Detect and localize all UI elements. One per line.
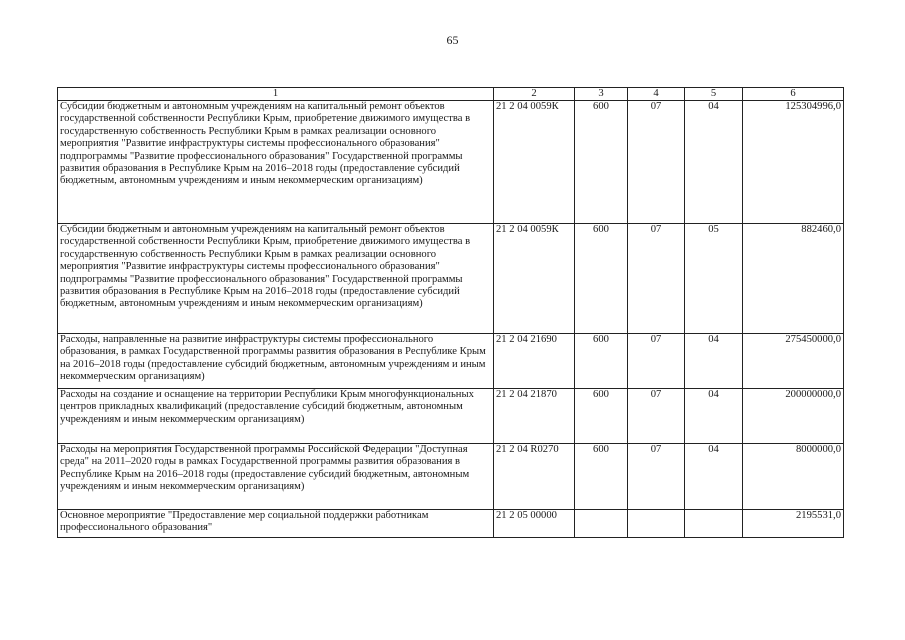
section-code: 07 (628, 389, 685, 444)
expense-name: Расходы на мероприятия Государственной программы Российской Федерации "Доступная среда" на 2011–2020 годы в рамках Государственной программы развития образования в Республике Крым на 2016–2018 годы (предоставление субсидий бюджетным, автономным учреждениям и иным некоммерческим организациям) (58, 444, 494, 510)
target-article-code: 21 2 04 21690 (494, 334, 575, 389)
table-row (58, 389, 844, 444)
expense-name: Основное мероприятие "Предоставление мер социальной поддержки работникам профессионального образования" (58, 510, 494, 538)
table-row (58, 444, 844, 510)
column-header-6: 6 (743, 88, 844, 101)
expense-type-code: 600 (575, 224, 628, 334)
budget-table (57, 87, 844, 538)
expense-type-code: 600 (575, 444, 628, 510)
table-row (58, 224, 844, 334)
expense-name: Субсидии бюджетным и автономным учреждениям на капитальный ремонт объектов государственной собственности Республики Крым, приобретение движимого имущества в государственную собственность Республики Крым в рамках реализации основного мероприятия "Развитие инфраструктуры системы профессионального образования" подпрограммы "Развитие профессионального образования" Государственной программы развития образования в Республике Крым на 2016–2018 годы (предоставление субсидий бюджетным, автономным учреждениям и иным некоммерческим организациям) (58, 224, 494, 334)
target-article-code: 21 2 05 00000 (494, 510, 575, 538)
target-article-code: 21 2 04 0059К (494, 101, 575, 224)
subsection-code (685, 510, 743, 538)
amount: 8000000,0 (743, 444, 844, 510)
amount: 125304996,0 (743, 101, 844, 224)
section-code (628, 510, 685, 538)
table-header-row (58, 88, 844, 101)
column-header-4: 4 (628, 88, 685, 101)
section-code: 07 (628, 101, 685, 224)
column-header-3: 3 (575, 88, 628, 101)
target-article-code: 21 2 04 0059К (494, 224, 575, 334)
amount: 2195531,0 (743, 510, 844, 538)
section-code: 07 (628, 334, 685, 389)
expense-type-code: 600 (575, 101, 628, 224)
amount: 882460,0 (743, 224, 844, 334)
column-header-5: 5 (685, 88, 743, 101)
subsection-code: 04 (685, 444, 743, 510)
amount: 275450000,0 (743, 334, 844, 389)
section-code: 07 (628, 444, 685, 510)
column-header-2: 2 (494, 88, 575, 101)
table-row (58, 510, 844, 538)
column-header-1: 1 (58, 88, 494, 101)
subsection-code: 04 (685, 389, 743, 444)
expense-name: Субсидии бюджетным и автономным учреждениям на капитальный ремонт объектов государственной собственности Республики Крым, приобретение движимого имущества в государственную собственность Республики Крым в рамках реализации основного мероприятия "Развитие инфраструктуры системы профессионального образования" подпрограммы "Развитие профессионального образования" Государственной программы развития образования в Республике Крым на 2016–2018 годы (предоставление субсидий бюджетным, автономным учреждениям и иным некоммерческим организациям) (58, 101, 494, 224)
subsection-code: 04 (685, 101, 743, 224)
expense-type-code (575, 510, 628, 538)
amount: 200000000,0 (743, 389, 844, 444)
page-number: 65 (446, 33, 459, 47)
subsection-code: 04 (685, 334, 743, 389)
expense-name: Расходы, направленные на развитие инфраструктуры системы профессионального образования, в рамках Государственной программы развития образования в Республике Крым на 2016–2018 годы (предоставление субсидий бюджетным, автономным учреждениям и иным некоммерческим организациям) (58, 334, 494, 389)
expense-type-code: 600 (575, 389, 628, 444)
expense-type-code: 600 (575, 334, 628, 389)
subsection-code: 05 (685, 224, 743, 334)
table-row (58, 101, 844, 224)
expense-name: Расходы на создание и оснащение на территории Республики Крым многофункциональных центров прикладных квалификаций (предоставление субсидий бюджетным, автономным учреждениям и иным некоммерческим организациям) (58, 389, 494, 444)
table-row (58, 334, 844, 389)
section-code: 07 (628, 224, 685, 334)
target-article-code: 21 2 04 R0270 (494, 444, 575, 510)
target-article-code: 21 2 04 21870 (494, 389, 575, 444)
